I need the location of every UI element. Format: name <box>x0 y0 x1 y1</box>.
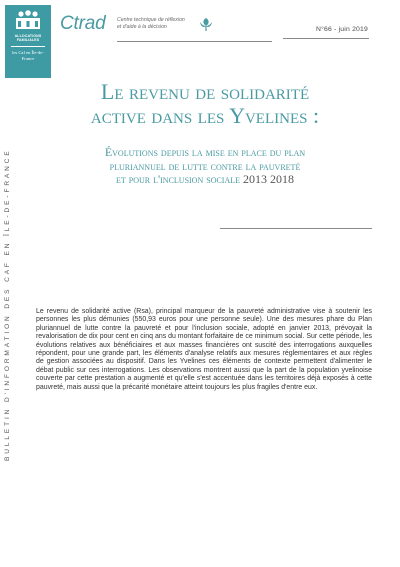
page-subtitle <box>40 146 370 187</box>
subtitle-line-3: et pour l'inclusion sociale <box>115 172 241 186</box>
logo-subtitle: les Caf en Île-de-France <box>12 50 44 61</box>
issue-rule <box>283 38 369 39</box>
title-line-1: Le revenu de solidarité <box>100 79 310 104</box>
abstract-paragraph: Le revenu de solidarité active (Rsa), principal marqueur de la pauvreté administrative vise à soutenir les personnes les plus démunies (550,93 euros pour une personne seule). Une des mesures phare du Plan pluriannuel de lutte contre la pauvreté et pour l'inclusion sociale, adopté en janvier 2013, prévoyait la revalorisation de dix pour cent en cinq ans du montant forfaitaire de ce minimum social. Sur cette période, les évolutions relatives aux bénéficiaires et aux masses financières ont suscité des interrogations auxquelles répondent, pour une grande part, les éléments d'analyse relatifs aux mesures réglementaires et aux règles de gestion associées au dispositif. Dans les Yvelines ces éléments de contexte permettent d'alimenter le débat public sur ces interrogations. Les observations montrent aussi que la part de la population yvelinoise couverte par cette prestation a augmenté et qu'elle s'est accentuée dans les territoires déjà exposés à cette pauvreté, mais aussi que la précarité monétaire atteint toujours les plus fragiles d'entre eux. <box>36 308 372 391</box>
ctrad-brand: Ctrad <box>60 13 106 34</box>
subtitle-line-2: pluriannuel de lutte contre la pauvreté <box>109 158 301 173</box>
issue-number: N°66 - juin 2019 <box>315 26 368 33</box>
subtitle-line-1: Évolutions depuis la mise en place du plan <box>104 145 306 159</box>
family-icon <box>15 10 41 30</box>
tagline-line-2: et d'aide à la décision <box>117 23 167 30</box>
tagline-line-1: Centre technique de réflexion <box>117 17 185 23</box>
logo-title: ALLOCATIONS FAMILIALES <box>14 34 42 43</box>
page-title <box>40 80 370 128</box>
ctrad-header <box>60 10 220 40</box>
header-rule <box>117 41 272 42</box>
title-rule <box>220 228 372 229</box>
logo-divider <box>11 46 45 47</box>
ctrad-emblem-icon <box>198 16 214 32</box>
bulletin-side-label: BULLETIN D'INFORMATION DES CAF EN ÎLE-DE-FRANCE <box>4 148 11 462</box>
title-line-2: active dans les Yvelines : <box>90 103 320 128</box>
caf-logo <box>5 5 51 78</box>
subtitle-years: 2013 2018 <box>243 172 295 186</box>
